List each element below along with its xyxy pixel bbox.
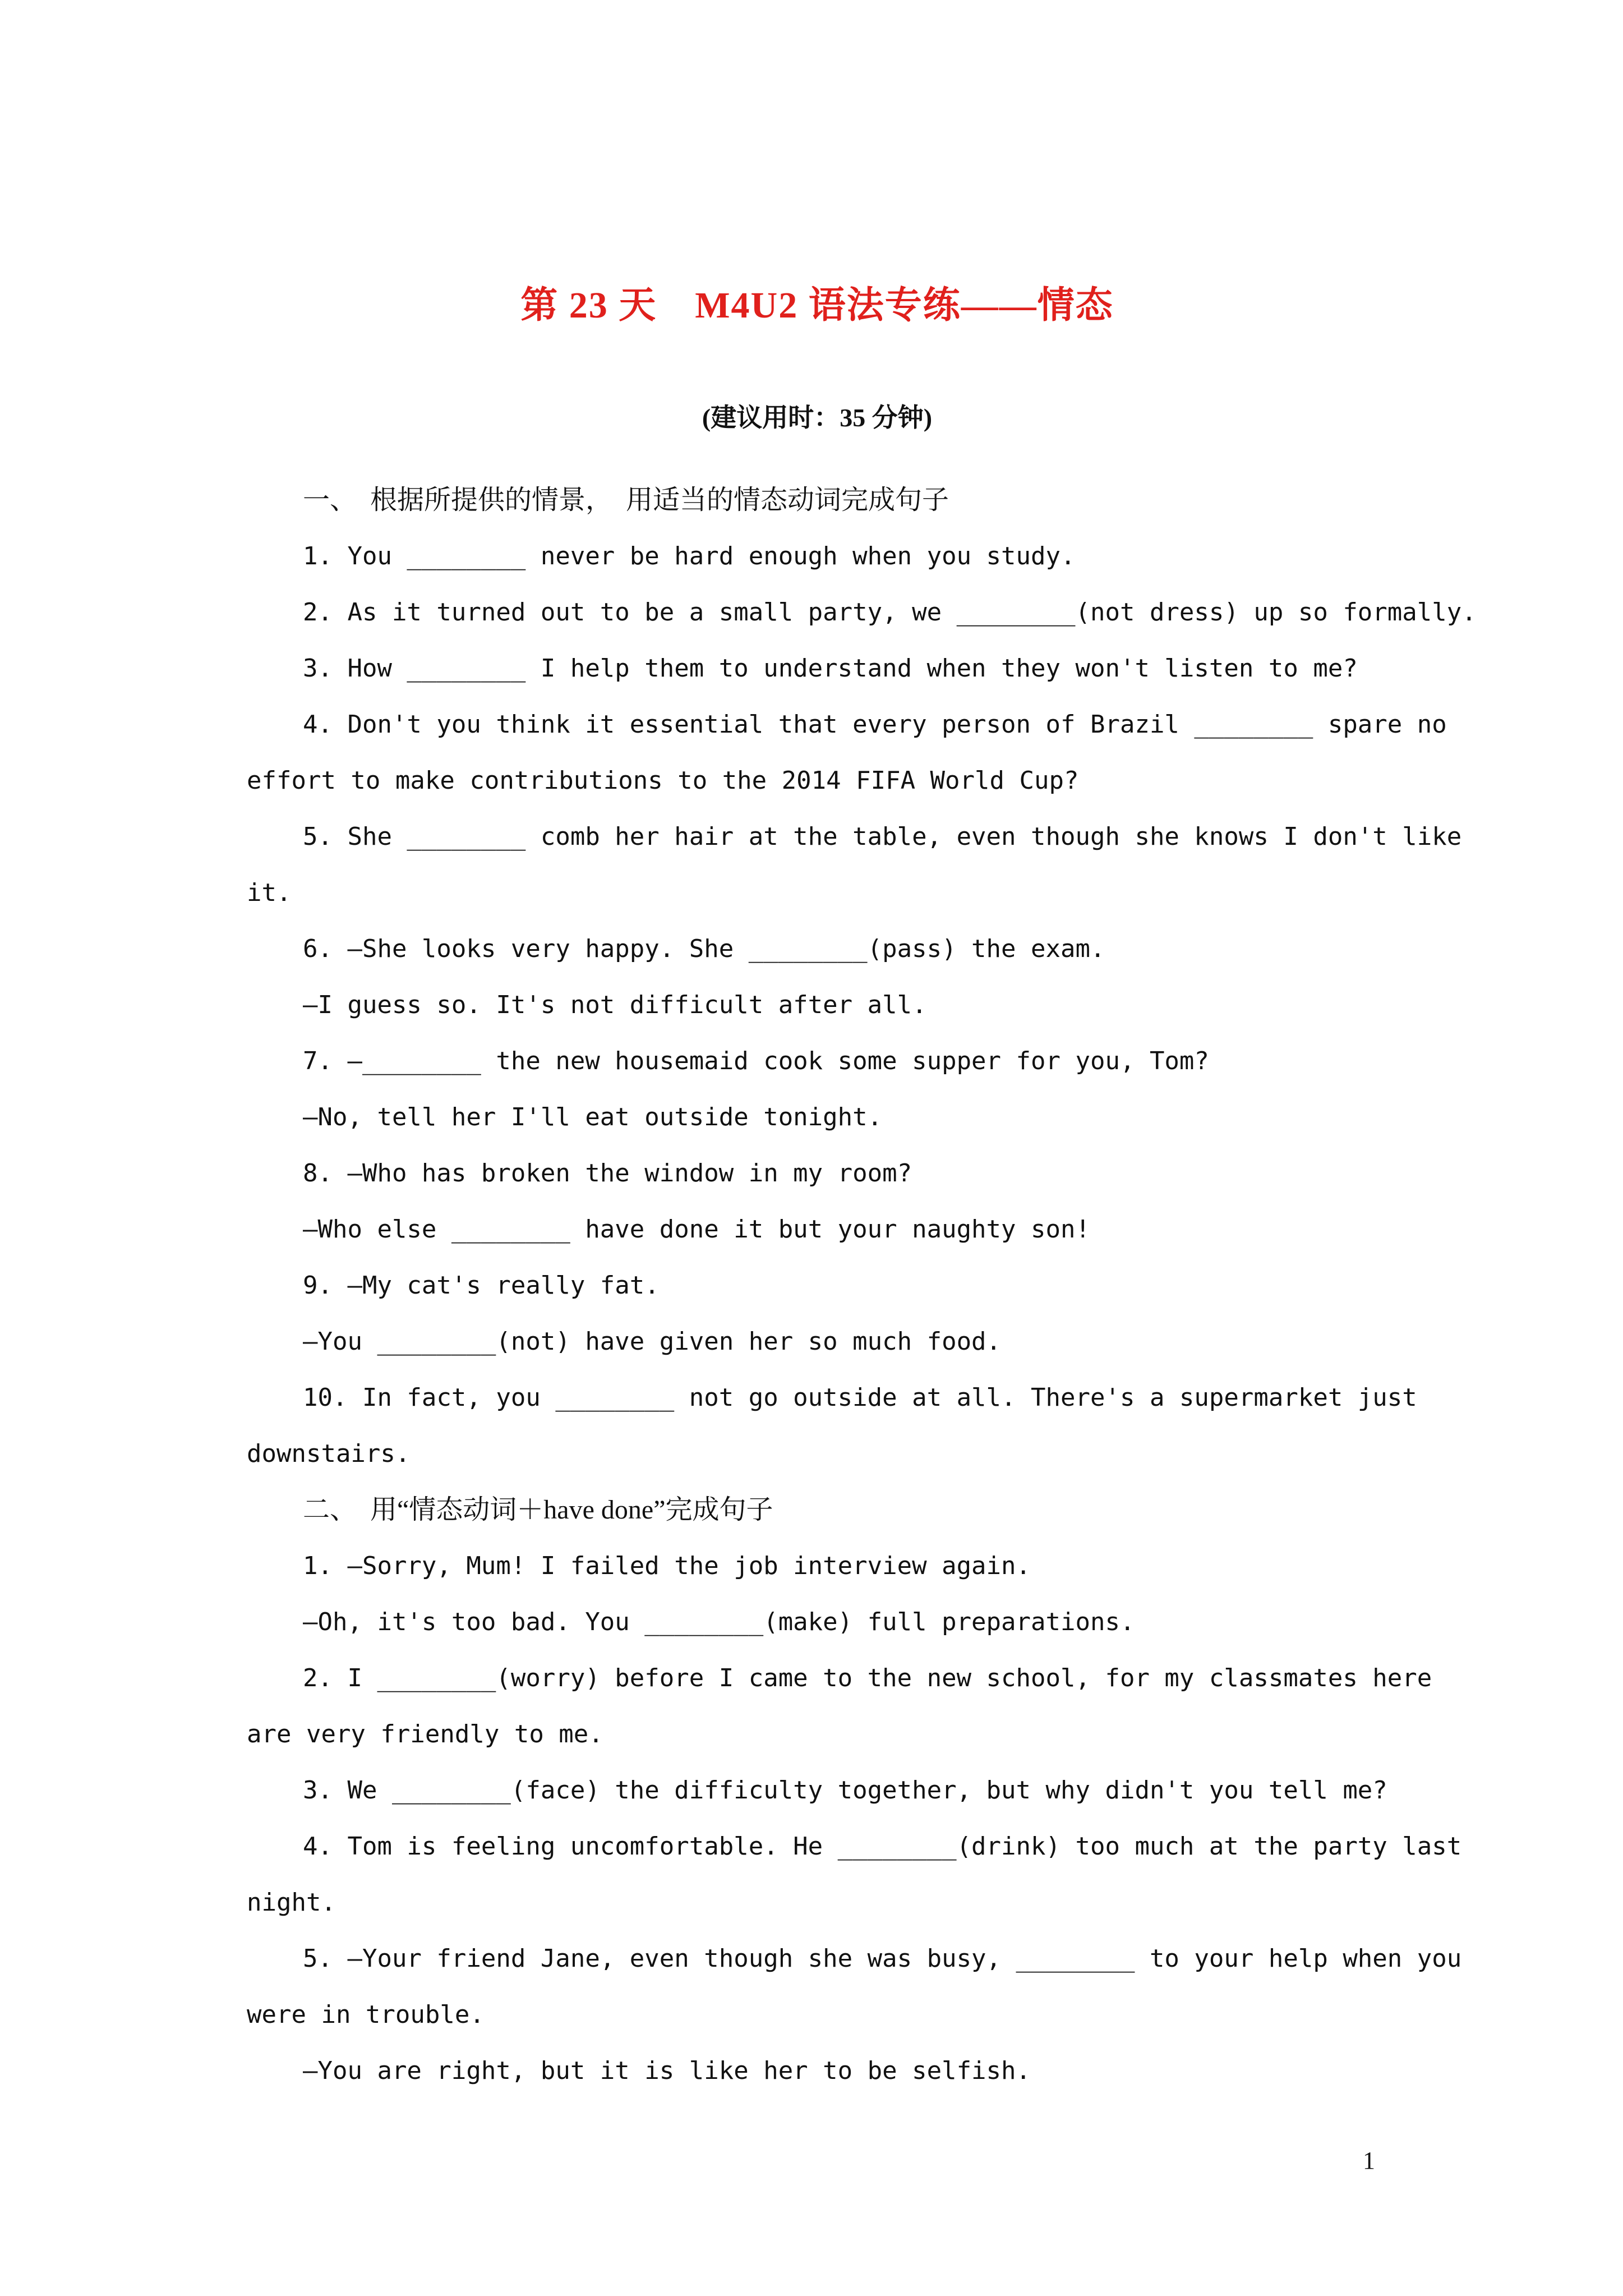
question-1-3: 3. How ________ I help them to understand when they won't listen to me?: [303, 654, 1358, 683]
question-2-2: 2. I ________(worry) before I came to the new school, for my classmates here: [303, 1664, 1432, 1692]
question-2-5: 5. —Your friend Jane, even though she was busy, ________ to your help when you: [303, 1944, 1462, 1973]
question-1-5-continued: it.: [247, 878, 292, 907]
exercise-body: [247, 472, 1477, 2099]
question-1-6: 6. —She looks very happy. She ________(pass) the exam.: [303, 935, 1105, 963]
section-1-heading: 一、 根据所提供的情景， 用适当的情态动词完成句子: [303, 485, 949, 515]
question-1-4: 4. Don't you think it essential that every person of Brazil ________ spare no: [303, 710, 1447, 739]
page-number: 1: [1363, 2147, 1375, 2174]
question-1-9-reply: —You ________(not) have given her so much food.: [303, 1327, 1002, 1356]
document-page: [247, 0, 1477, 2296]
time-suggestion: (建议用时：35 分钟): [702, 403, 933, 432]
question-2-4: 4. Tom is feeling uncomfortable. He ________(drink) too much at the party last: [303, 1832, 1462, 1861]
question-2-5-continued: were in trouble.: [247, 2000, 485, 2029]
question-2-5-reply: —You are right, but it is like her to be selfish.: [303, 2056, 1031, 2085]
question-1-7: 7. —________ the new housemaid cook some supper for you, Tom?: [303, 1047, 1209, 1075]
question-1-10-continued: downstairs.: [247, 1439, 411, 1468]
section-2-heading: 二、 用“情态动词＋have done”完成句子: [303, 1495, 773, 1525]
question-2-1: 1. —Sorry, Mum! I failed the job interview again.: [303, 1552, 1031, 1580]
question-2-4-continued: night.: [247, 1888, 336, 1917]
question-1-4-continued: effort to make contributions to the 2014 FIFA World Cup?: [247, 766, 1079, 795]
question-2-3: 3. We ________(face) the difficulty together, but why didn't you tell me?: [303, 1776, 1387, 1805]
question-1-7-reply: —No, tell her I'll eat outside tonight.: [303, 1103, 883, 1131]
question-1-5: 5. She ________ comb her hair at the table, even though she knows I don't like: [303, 822, 1462, 851]
question-1-10: 10. In fact, you ________ not go outside at all. There's a supermarket just: [303, 1383, 1417, 1412]
question-1-2: 2. As it turned out to be a small party, we ________(not dress) up so formally.: [303, 598, 1477, 627]
page-title: 第 23 天 M4U2 语法专练——情态: [520, 285, 1114, 326]
question-1-6-reply: —I guess so. It's not difficult after all.: [303, 991, 927, 1019]
question-2-1-reply: —Oh, it's too bad. You ________(make) full preparations.: [303, 1608, 1135, 1636]
question-2-2-continued: are very friendly to me.: [247, 1720, 603, 1749]
question-1-8-reply: —Who else ________ have done it but your naughty son!: [303, 1215, 1090, 1244]
question-1-8: 8. —Who has broken the window in my room?: [303, 1159, 912, 1188]
question-1-9: 9. —My cat's really fat.: [303, 1271, 660, 1300]
question-1-1: 1. You ________ never be hard enough when you study.: [303, 542, 1076, 570]
